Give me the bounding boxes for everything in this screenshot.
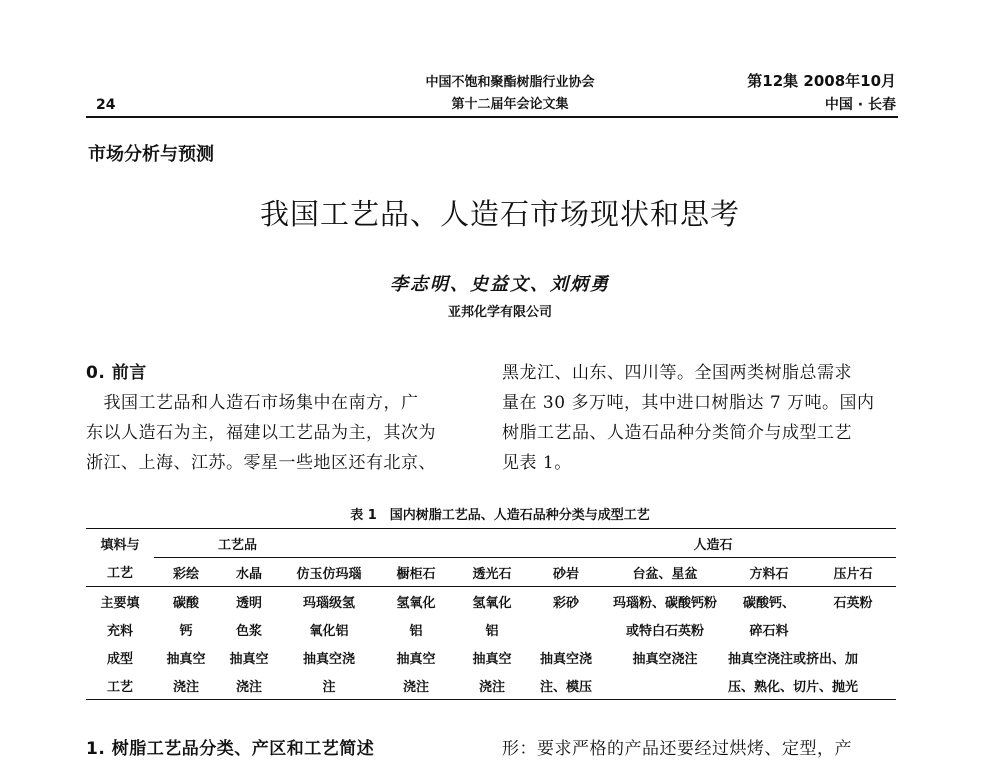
- table-cell: 填料与: [86, 529, 154, 558]
- issue-info: 第12集 2008年10月: [747, 72, 896, 90]
- table-cell: 压、熟化、切片、抛光: [728, 671, 896, 700]
- table-cell: 砂岩: [530, 558, 602, 587]
- header-rule: [86, 116, 898, 118]
- table-row: [86, 671, 896, 700]
- table-cell: 碎石料: [749, 623, 789, 639]
- table-cell: 彩砂: [530, 587, 602, 616]
- table-cell: 方料石: [728, 558, 810, 587]
- intro-right-line: 量在 30 多万吨，其中进口树脂达 7 万吨。国内: [502, 393, 875, 413]
- table-cell: 碳酸钙、: [728, 587, 810, 616]
- page-title: 我国工艺品、人造石市场现状和思考: [259, 197, 740, 231]
- table-cell: 铝: [485, 623, 499, 639]
- page-number: 24: [96, 97, 116, 113]
- table-cell: 氢氧化: [454, 587, 530, 616]
- table-cell: [602, 671, 728, 700]
- table-cell: 浇注: [378, 671, 454, 700]
- table-row: [86, 529, 896, 558]
- table-cell: 压片石: [810, 558, 896, 587]
- affiliation: 亚邦化学有限公司: [447, 305, 552, 320]
- authors: 李志明、史益文、刘炳勇: [390, 274, 610, 295]
- intro-right-column: [502, 358, 897, 478]
- table-cell: 石英粉: [810, 587, 896, 616]
- table-cell: 抽真空浇注: [632, 651, 698, 667]
- table-cell: 工艺: [86, 671, 154, 700]
- table-cell: 主要填: [86, 587, 154, 616]
- table-cell: 碳酸: [154, 587, 218, 616]
- intro-right-line: 树脂工艺品、人造石品种分类简介与成型工艺: [502, 423, 852, 443]
- table-cell: 抽真空: [166, 651, 206, 667]
- org-line-2: 第十二届年会论文集: [451, 97, 569, 112]
- intro-left-line: 浙江、上海、江苏。零星一些地区还有北京、: [86, 453, 436, 473]
- table-cell: 钙: [179, 623, 193, 639]
- intro-left-line: 我国工艺品和人造石市场集中在南方，广: [86, 393, 419, 413]
- table-row: [86, 587, 896, 616]
- org-line-1: 中国不饱和聚酯树脂行业协会: [425, 75, 595, 90]
- table-cell: 注、模压: [530, 671, 602, 700]
- table-cell: 充料: [106, 623, 133, 639]
- table-cell: 抽真空浇: [539, 651, 592, 667]
- table-cell: 注: [280, 671, 378, 700]
- intro-left-line: 东以人造石为主，福建以工艺品为主，其次为: [86, 423, 436, 443]
- table-cell: 橱柜石: [378, 558, 454, 587]
- table-caption: 表 1 国内树脂工艺品、人造石品种分类与成型工艺: [350, 508, 650, 523]
- table-cell: 氢氧化: [378, 587, 454, 616]
- intro-right-line: 见表 1。: [502, 453, 572, 473]
- table-cell: 台盆、星盆: [602, 558, 728, 587]
- table-cell: 抽真空: [472, 651, 512, 667]
- table-cell: 色浆: [235, 623, 262, 639]
- group-header-stone: 人造石: [530, 529, 896, 558]
- table-cell: 浇注: [454, 671, 530, 700]
- table-cell: [530, 615, 602, 643]
- table-cell: 透明: [218, 587, 280, 616]
- table-row: [86, 643, 896, 671]
- table-row: [86, 558, 896, 587]
- section-1-right-line: 形：要求严格的产品还要经过烘烤、定型，产: [502, 739, 852, 759]
- table-cell: 成型: [106, 651, 133, 667]
- conference-place: 中国 · 长春: [824, 97, 896, 113]
- intro-left-column: [86, 358, 481, 478]
- table-cell: 抽真空: [396, 651, 436, 667]
- table-1: [86, 528, 896, 700]
- table-cell: 抽真空: [229, 651, 269, 667]
- section-1-heading: 1. 树脂工艺品分类、产区和工艺简述: [86, 739, 375, 759]
- table-cell: 浇注: [154, 671, 218, 700]
- table-cell: 玛瑙级氢: [280, 587, 378, 616]
- table-cell: 浇注: [218, 671, 280, 700]
- table-row: [86, 615, 896, 643]
- intro-heading: 0. 前言: [86, 363, 147, 383]
- table-cell: [810, 615, 896, 643]
- table-cell: 水晶: [218, 558, 280, 587]
- group-header-craft: 工艺品: [154, 529, 530, 558]
- table-cell: 氧化铝: [309, 623, 349, 639]
- table-cell: 玛瑙粉、碳酸钙粉: [602, 587, 728, 616]
- table-cell: 或特白石英粉: [625, 623, 704, 639]
- intro-right-line: 黑龙江、山东、四川等。全国两类树脂总需求: [502, 363, 852, 383]
- section-label: 市场分析与预测: [88, 144, 214, 165]
- table-cell: 仿玉仿玛瑙: [280, 558, 378, 587]
- table-cell: 彩绘: [154, 558, 218, 587]
- table-cell: 抽真空浇: [302, 651, 355, 667]
- table-cell: 抽真空浇注或挤出、加: [728, 651, 859, 667]
- table-cell: 透光石: [454, 558, 530, 587]
- table-cell: 铝: [409, 623, 423, 639]
- table-cell: 工艺: [106, 566, 133, 582]
